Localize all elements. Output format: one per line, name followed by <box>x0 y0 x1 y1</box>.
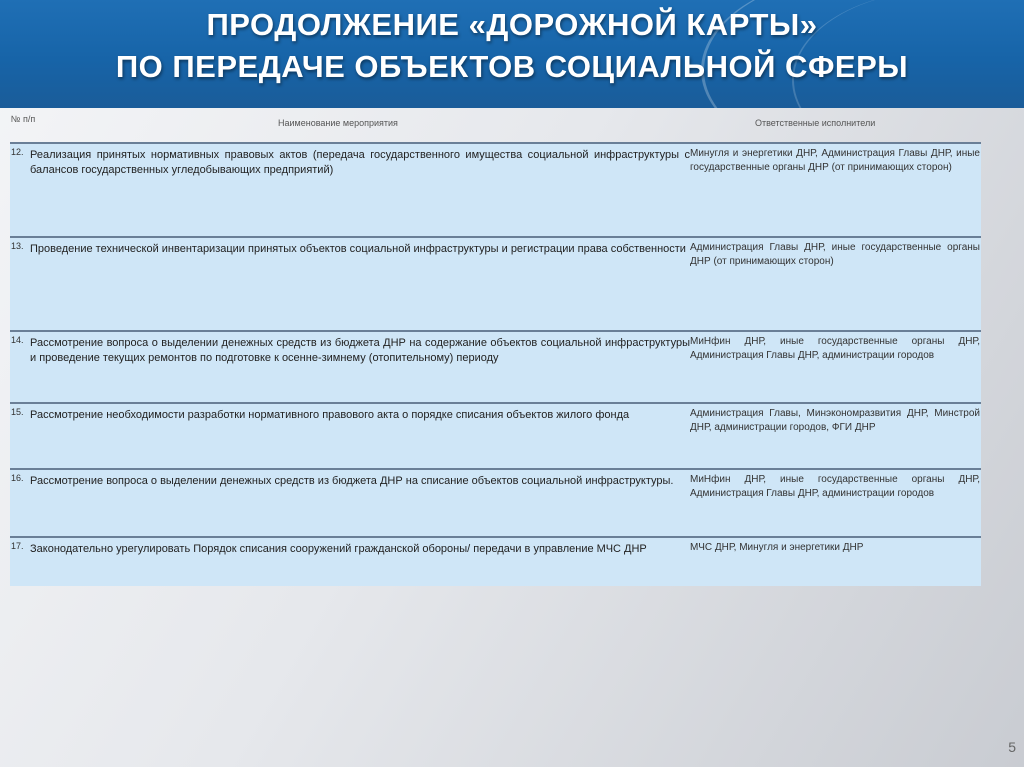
table-row <box>10 468 981 536</box>
row-number: 13. <box>11 241 24 251</box>
row-responsible: Администрация Главы, Минэкономразвития ДНР, Минстрой ДНР, администрации городов, ФГИ ДНР <box>690 408 980 433</box>
column-header-responsible: Ответственные исполнители <box>755 118 876 128</box>
row-responsible: МЧС ДНР, Минугля и энергетики ДНР <box>690 542 864 553</box>
row-activity: Рассмотрение вопроса о выделении денежных средств из бюджета ДНР на списание объектов социальной инфраструктуры. <box>30 475 674 487</box>
table-row <box>10 236 981 330</box>
row-activity: Реализация принятых нормативных правовых актов (передача государственного имущества социальной инфраструктуры с балансов государственных угледобывающих предприятий) <box>30 149 690 176</box>
slide-title <box>0 4 1024 88</box>
page-number: 5 <box>1008 739 1016 755</box>
row-activity: Рассмотрение необходимости разработки нормативного правового акта о порядке списания объектов жилого фонда <box>30 409 630 421</box>
row-activity: Законодательно урегулировать Порядок списания сооружений гражданской обороны/ передачи в управление МЧС ДНР <box>30 543 647 555</box>
row-number: 16. <box>11 473 24 483</box>
row-activity: Рассмотрение вопроса о выделении денежных средств из бюджета ДНР на содержание объектов социальной инфраструктуры и проведение текущих ремонтов по подготовке к осенне-зимнему (отопительному) периоду <box>30 337 690 364</box>
row-responsible: Администрация Главы ДНР, иные государственные органы ДНР (от принимающих сторон) <box>690 242 980 267</box>
row-number: 15. <box>11 407 24 417</box>
column-header-num: № п/п <box>10 114 36 124</box>
row-activity: Проведение технической инвентаризации принятых объектов социальной инфраструктуры и регистрации права собственности <box>30 243 686 255</box>
row-number: 17. <box>11 541 24 551</box>
row-number: 14. <box>11 335 24 345</box>
table-row <box>10 536 981 586</box>
row-responsible: МиНфин ДНР, иные государственные органы ДНР, Администрация Главы ДНР, администрации городов <box>690 336 980 361</box>
table-row <box>10 330 981 402</box>
row-number: 12. <box>11 147 24 157</box>
table-row <box>10 402 981 468</box>
title-line-1: ПРОДОЛЖЕНИЕ «ДОРОЖНОЙ КАРТЫ» <box>206 7 818 42</box>
title-line-2: ПО ПЕРЕДАЧЕ ОБЪЕКТОВ СОЦИАЛЬНОЙ СФЕРЫ <box>115 49 909 84</box>
row-responsible: МиНфин ДНР, иные государственные органы ДНР, Администрация Главы ДНР, администрации городов <box>690 474 980 499</box>
column-header-name: Наименование мероприятия <box>278 118 398 128</box>
table-row <box>10 142 981 236</box>
row-responsible: Минугля и энергетики ДНР, Администрация Главы ДНР, иные государственные органы ДНР (от принимающих сторон) <box>690 148 980 173</box>
title-banner <box>0 0 1024 108</box>
